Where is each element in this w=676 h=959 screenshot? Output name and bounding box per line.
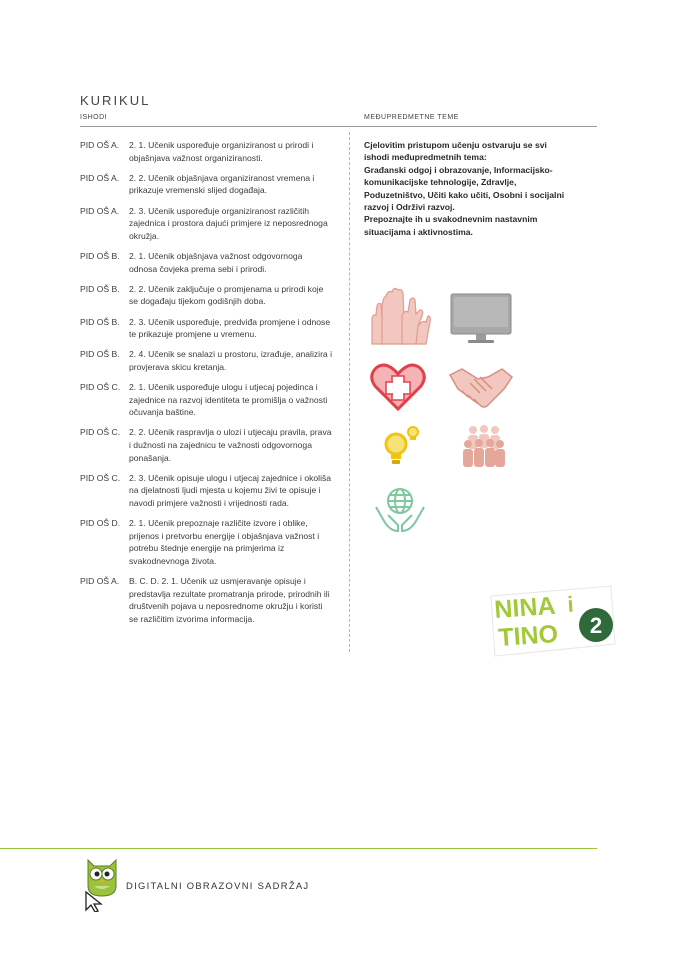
list-item <box>80 250 332 275</box>
themes-text <box>364 139 574 238</box>
outcome-code: PID OŠ B. <box>80 250 120 261</box>
themes-note: Prepoznajte ih u svakodnevnim nastavnim situacijama i aktivnostima. <box>364 214 538 237</box>
outcome-code: PID OŠ C. <box>80 472 121 483</box>
outcome-code: PID OŠ A. <box>80 576 120 587</box>
list-item <box>80 426 332 464</box>
outcome-code: PID OŠ C. <box>80 427 121 438</box>
outcome-text: 2. 2. Učenik objašnjava organiziranost vremena i prikazuje vremenski slijed događaja. <box>129 172 315 196</box>
monitor-icon <box>450 293 512 350</box>
outcome-text: 2. 2. Učenik zaključuje o promjenama u prirodi koje se događaju tijekom godišnjih doba. <box>129 283 324 307</box>
owl-mascot-icon <box>82 856 122 912</box>
list-item <box>80 381 332 419</box>
list-item <box>80 517 332 567</box>
footer-label: DIGITALNI OBRAZOVNI SADRŽAJ <box>126 880 310 891</box>
themes-column-heading: MEĐUPREDMETNE TEME <box>364 114 459 121</box>
outcome-code: PID OŠ A. <box>80 172 120 183</box>
outcome-text: 2. 3. Učenik opisuje ulogu i utjecaj zajednice i okoliša na djelatnosti ljudi mjesta u kojemu živi te opisuje i navodi primjere važnosti i vrijednosti rada. <box>129 472 332 508</box>
outcome-code: PID OŠ D. <box>80 518 121 529</box>
outcome-text: 2. 3. Učenik uspoređuje organiziranost različitih zajednica i prostora dajući primjere iz neposrednoga okružja. <box>129 205 328 241</box>
page-title: KURIKUL <box>80 93 151 108</box>
people-group-icon <box>461 424 507 475</box>
outcomes-column-heading: ISHODI <box>80 114 108 121</box>
list-item <box>80 205 332 243</box>
outcome-text: 2. 1. Učenik objašnjava važnost odgovornoga odnosa čovjeka prema sebi i prirodi. <box>129 250 303 274</box>
list-item <box>80 575 332 625</box>
outcome-code: PID OŠ B. <box>80 316 120 327</box>
column-divider <box>349 132 350 652</box>
list-item <box>80 348 332 373</box>
outcome-text: B. C. D. 2. 1. Učenik uz usmjeravanje opisuje i predstavlja rezultate promatranja prirode, prirodnih ili društvenih pojava u neposrednome okružju i koristi se različitim izvorima informacija. <box>129 576 330 624</box>
handshake-icon <box>448 365 514 416</box>
themes-list: Građanski odgoj i obrazovanje, Informacijsko-komunikacijske tehnologije, Zdravlje, Poduzetništvo, Učiti kako učiti, Osobni i socijalni razvoj i Održivi razvoj. <box>364 164 565 213</box>
list-item <box>80 139 332 164</box>
logo-line2: TINO <box>497 619 559 652</box>
outcome-code: PID OŠ C. <box>80 382 121 393</box>
list-item <box>80 316 332 341</box>
outcome-text: 2. 1. Učenik uspoređuje ulogu i utjecaj pojedinca i zajednice na razvoj identiteta te promišlja o važnosti očuvanja baštine. <box>129 382 328 418</box>
outcome-text: 2. 1. Učenik prepoznaje različite izvore i oblike, prijenos i pretvorbu energije i objašnjava važnost i potrebu štednje energije na primjerima iz svakodnevnoga života. <box>129 518 320 566</box>
heart-cross-icon <box>370 362 426 417</box>
outcome-text: 2. 3. Učenik uspoređuje, predviđa promjene i odnose te prikazuje promjene u vremenu. <box>129 316 331 340</box>
outcome-text: 2. 4. Učenik se snalazi u prostoru, izrađuje, analizira i provjerava skicu kretanja. <box>129 349 333 372</box>
outcomes-list <box>80 139 332 633</box>
list-item <box>80 172 332 197</box>
outcome-code: PID OŠ A. <box>80 140 120 150</box>
list-item <box>80 283 332 308</box>
themes-intro: Cjelovitim pristupom učenju ostvaruju se svi ishodi međupredmetnih tema: <box>364 140 547 163</box>
outcome-text: 2. 2. Učenik raspravlja o ulozi i utjecaju pravila, prava i dužnosti na zajednicu te važnosti odgovornoga ponašanja. <box>129 427 332 463</box>
globe-hands-icon <box>374 485 426 540</box>
header-rule <box>80 126 597 127</box>
lightbulbs-icon <box>382 424 422 475</box>
outcome-code: PID OŠ A. <box>80 205 120 216</box>
nina-tino-logo <box>489 582 617 660</box>
outcome-code: PID OŠ B. <box>80 283 120 294</box>
logo-number: 2 <box>589 613 603 638</box>
outcome-code: PID OŠ B. <box>80 349 120 360</box>
outcome-text: 2. 1. Učenik uspoređuje organiziranost u prirodi i objašnjava važnost organiziranosti. <box>129 140 314 163</box>
raised-hands-icon <box>368 286 432 351</box>
footer-rule <box>0 848 597 849</box>
logo-connector: i <box>566 591 575 617</box>
logo-line1: NINA <box>493 591 557 624</box>
list-item <box>80 472 332 510</box>
